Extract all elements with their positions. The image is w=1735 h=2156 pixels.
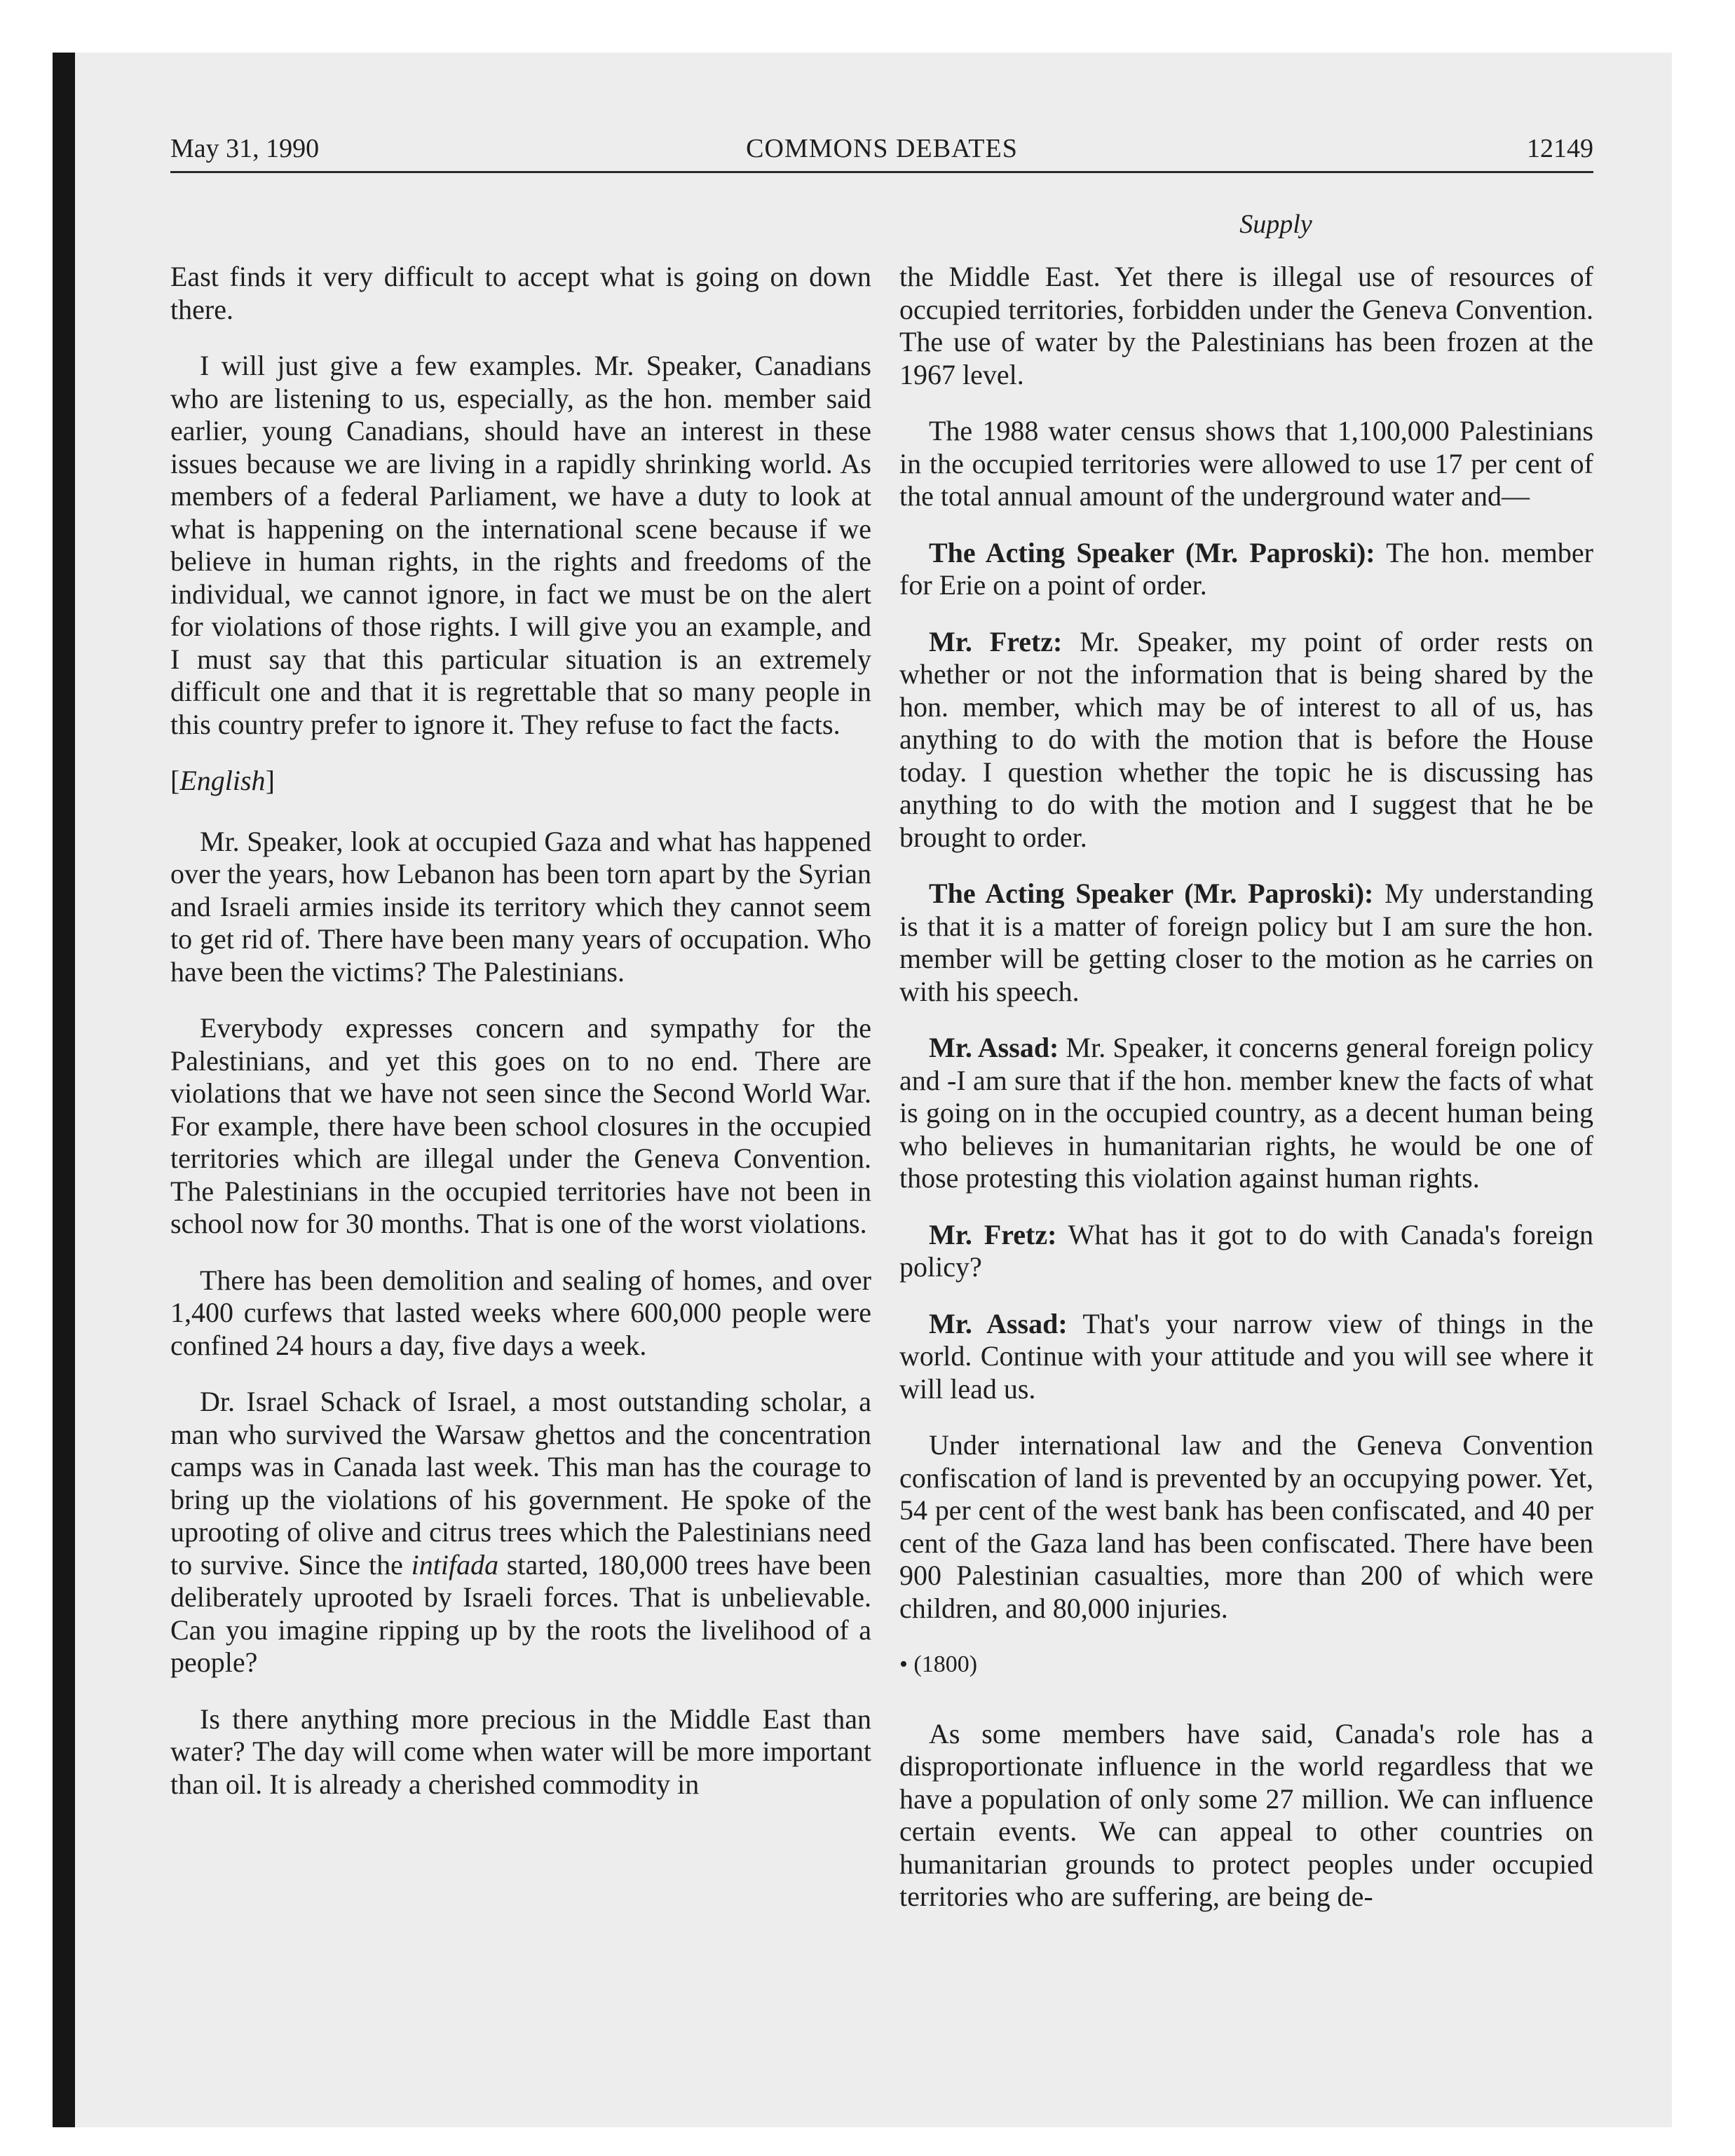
speaker-name: Mr. Fretz:	[929, 625, 1063, 657]
paragraph: the Middle East. Yet there is illegal use of resources of occupied territories, forbidden under the Geneva Convention. The use of water by the Palestinians has been frozen at the 1967 level.	[899, 261, 1593, 390]
header-rule	[170, 171, 1593, 173]
time-marker: • (1800)	[899, 1651, 978, 1677]
speaker-name: The Acting Speaker (Mr. Paproski):	[929, 536, 1375, 568]
paragraph: Is there anything more precious in the Middle East than water? The day will come when water will be more important than oil. It is already a cherished commodity in	[170, 1703, 871, 1800]
paragraph: Everybody expresses concern and sympathy for the Palestinians, and yet this goes on to no end. There are violations that we have not seen since the Second World War. For example, there have been school closures in the occupied territories which are illegal under the Geneva Convention. The Palestinians in the occupied territories have not been in school now for 30 months. That is one of the worst violations.	[170, 1012, 871, 1239]
speaker-name: Mr. Assad:	[929, 1307, 1068, 1339]
right-column	[899, 261, 1593, 1937]
paragraph: East finds it very difficult to accept what is going on down there.	[170, 261, 871, 325]
speech: Mr. Assad: That's your narrow view of things in the world. Continue with your attitude and you will see where it will lead us.	[899, 1307, 1593, 1405]
section-title: Supply	[1239, 210, 1312, 239]
speech: The Acting Speaker (Mr. Paproski): The hon. member for Erie on a point of order.	[899, 536, 1593, 601]
paragraph: Dr. Israel Schack of Israel, a most outstanding scholar, a man who survived the Warsaw ghettos and the concentration camps was in Canada last week. This man has the courage to bring up the violations of his government. He spoke of the uprooting of olive and citrus trees which the Palestinians need to survive. Since the intifada started, 180,000 trees have been deliberately uprooted by Israeli forces. That is unbelievable. Can you imagine ripping up by the roots the livelihood of a people?	[170, 1386, 871, 1678]
page-header	[170, 133, 1593, 175]
paragraph: Mr. Speaker, look at occupied Gaza and what has happened over the years, how Lebanon has been torn apart by the Syrian and Israeli armies inside its territory which they cannot seem to get rid of. There have been many years of occupation. Who have been the victims? The Palestinians.	[170, 825, 871, 988]
paragraph: Under international law and the Geneva Convention confiscation of land is prevented by an occupying power. Yet, 54 per cent of the west bank has been confiscated, and 40 per cent of the Gaza land has been confiscated. There have been 900 Palestinian casualties, more than 200 of which were children, and 80,000 injuries.	[899, 1429, 1593, 1624]
paragraph: As some members have said, Canada's role has a disproportionate influence in the world regardless that we have a population of only some 27 million. We can influence certain events. We can appeal to other countries on humanitarian grounds to protect peoples under occupied territories who are suffering, are being de-	[899, 1717, 1593, 1912]
paragraph: I will just give a few examples. Mr. Speaker, Canadians who are listening to us, especially, as the hon. member said earlier, young Canadians, should have an interest in these issues because we are living in a rapidly shrinking world. As members of a federal Parliament, we have a duty to look at what is happening on the international scene because if we believe in human rights, in the rights and freedoms of the individual, we cannot ignore, in fact we must be on the alert for violations of those rights. I will give you an example, and I must say that this particular situation is an extremely difficult one and that it is regrettable that so many people in this country prefer to ignore it. They refuse to fact the facts.	[170, 350, 871, 740]
speaker-name: Mr. Assad:	[929, 1032, 1059, 1063]
header-page-number: 12149	[1527, 134, 1593, 163]
speech: The Acting Speaker (Mr. Paproski): My understanding is that it is a matter of foreign policy but I am sure the hon. member will be getting closer to the motion as he carries on with his speech.	[899, 878, 1593, 1007]
header-date: May 31, 1990	[170, 134, 320, 163]
speech: Mr. Assad: Mr. Speaker, it concerns general foreign policy and -I am sure that if the hon. member knew the facts of what is going on in the occupied country, as a decent human being who believes in humanitarian rights, he would be one of those protesting this violation against human rights.	[899, 1032, 1594, 1194]
speaker-name: The Acting Speaker (Mr. Paproski):	[929, 878, 1374, 909]
header-title: COMMONS DEBATES	[746, 134, 1018, 163]
speech: Mr. Fretz: Mr. Speaker, my point of order rests on whether or not the information that is being shared by the hon. member, which may be of interest to all of us, has anything to do with the motion that is before the House today. I question whether the topic he is discussing has anything to do with the motion and I suggest that he be brought to order.	[899, 625, 1594, 853]
paragraph: The 1988 water census shows that 1,100,000 Palestinians in the occupied territories were allowed to use 17 per cent of the total annual amount of the underground water and—	[899, 415, 1593, 512]
paragraph: There has been demolition and sealing of homes, and over 1,400 curfews that lasted weeks where 600,000 people were confined 24 hours a day, five days a week.	[170, 1264, 871, 1361]
language-marker: [English]	[170, 765, 275, 796]
scan-binding-edge	[53, 53, 75, 2127]
speech: Mr. Fretz: What has it got to do with Canada's foreign policy?	[899, 1218, 1593, 1283]
left-column	[170, 261, 871, 1824]
speaker-name: Mr. Fretz:	[929, 1218, 1057, 1250]
